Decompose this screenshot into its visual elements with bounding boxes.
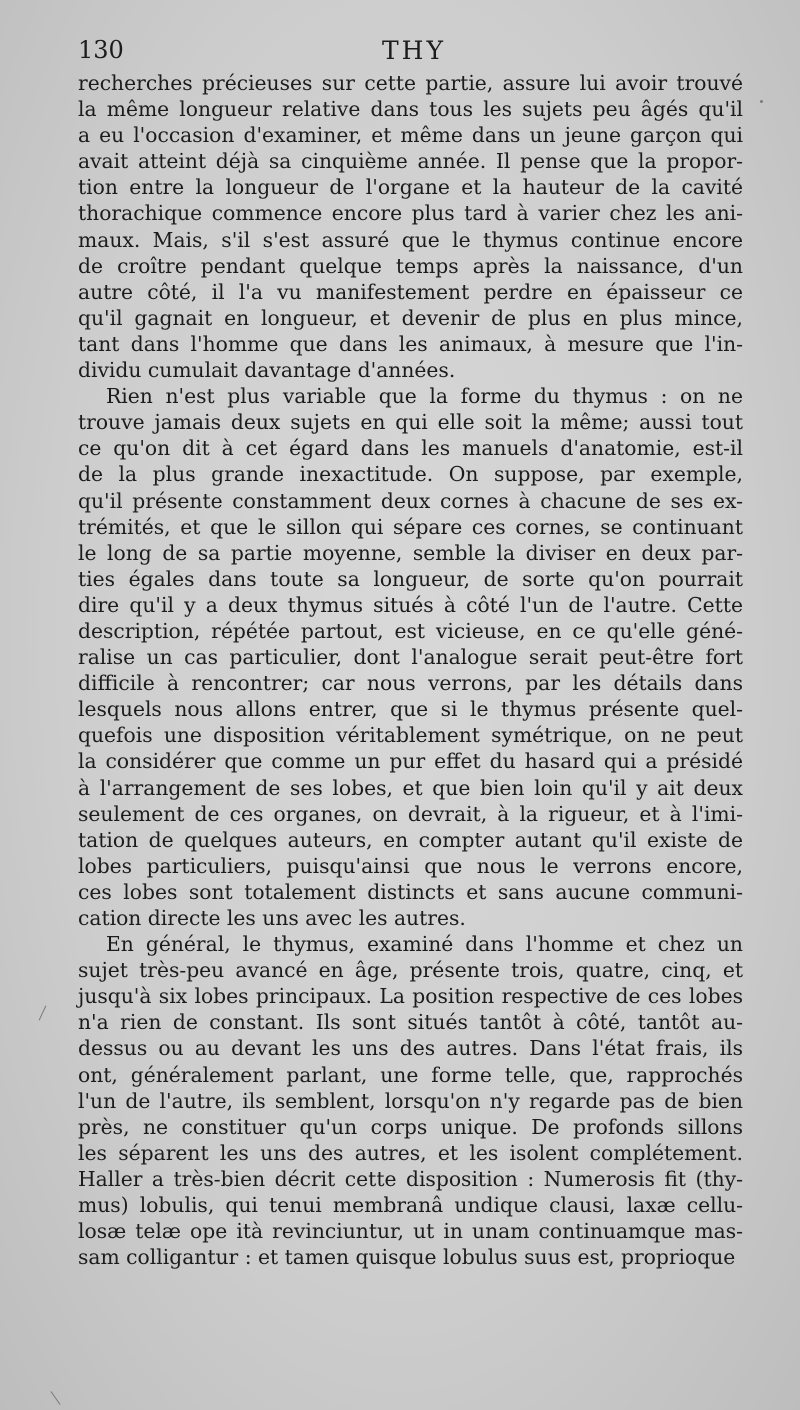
- text-line: dividu cumulait davantage d'années.: [78, 358, 456, 383]
- text-line: de la plus grande inexactitude. On suppose, par exemple,: [78, 462, 743, 487]
- text-line: tation de quelques auteurs, en compter autant qu'il existe de: [78, 827, 743, 852]
- text-line: jusqu'à six lobes principaux. La position respective de ces lobes: [78, 984, 743, 1009]
- text-line: dessus ou au devant les uns des autres. Dans l'état frais, ils: [78, 1036, 743, 1061]
- text-line: ralise un cas particulier, dont l'analogue serait peut-être fort: [78, 645, 743, 670]
- text-line: thorachique commence encore plus tard à varier chez les ani-: [78, 201, 743, 226]
- text-line: maux. Mais, s'il s'est assuré que le thymus continue encore: [78, 227, 743, 252]
- text-line: seulement de ces organes, on devrait, à la rigueur, et à l'imi-: [78, 801, 743, 826]
- text-line: ces lobes sont totalement distincts et sans aucune communi-: [78, 879, 743, 904]
- text-line: ties égales dans toute sa longueur, de sorte qu'on pourrait: [78, 566, 743, 591]
- text-line: la même longueur relative dans tous les sujets peu âgés qu'il: [78, 97, 743, 122]
- page-header: [78, 36, 750, 68]
- text-line: les séparent les uns des autres, et les isolent complétement.: [78, 1140, 743, 1165]
- text-line: de croître pendant quelque temps après la naissance, d'un: [78, 253, 743, 278]
- text-line: qu'il présente constamment deux cornes à chacune de ses ex-: [78, 488, 743, 513]
- body-text: [78, 70, 743, 1270]
- text-line: sujet très-peu avancé en âge, présente trois, quatre, cinq, et: [78, 958, 743, 983]
- speck-mark: [760, 100, 763, 103]
- text-line: l'un de l'autre, ils semblent, lorsqu'on n'y regarde pas de bien: [78, 1088, 743, 1113]
- page-number: 130: [78, 36, 124, 64]
- text-line: a eu l'occasion d'examiner, et même dans un jeune garçon qui: [78, 123, 743, 148]
- speck-mark: [39, 1006, 47, 1021]
- text-line: ont, généralement parlant, une forme telle, que, rapprochés: [78, 1062, 743, 1087]
- text-line: tion entre la longueur de l'organe et la hauteur de la cavité: [78, 175, 743, 200]
- text-line: avait atteint déjà sa cinquième année. Il pense que la propor-: [78, 149, 743, 174]
- text-line: difficile à rencontrer; car nous verrons, par les détails dans: [78, 671, 743, 696]
- text-line: En général, le thymus, examiné dans l'homme et chez un: [106, 932, 743, 957]
- text-line: sam colligantur : et tamen quisque lobulus suus est, proprioque: [78, 1245, 736, 1270]
- text-line: recherches précieuses sur cette partie, assure lui avoir trouvé: [78, 71, 743, 95]
- text-line: autre côté, il l'a vu manifestement perdre en épaisseur ce: [78, 279, 743, 304]
- text-line: lesquels nous allons entrer, que si le thymus présente quel-: [78, 697, 743, 722]
- text-line: Haller a très-bien décrit cette disposition : Numerosis fit (thy-: [78, 1166, 743, 1191]
- text-line: n'a rien de constant. Ils sont situés tantôt à côté, tantôt au-: [78, 1010, 743, 1035]
- text-line: tant dans l'homme que dans les animaux, à mesure que l'in-: [78, 331, 743, 356]
- text-line: dire qu'il y a deux thymus situés à côté l'un de l'autre. Cette: [78, 592, 743, 617]
- text-line: près, ne constituer qu'un corps unique. De profonds sillons: [78, 1114, 743, 1139]
- text-line: la considérer que comme un pur effet du hasard qui a présidé: [78, 749, 743, 774]
- text-line: losæ telæ ope ità revinciuntur, ut in unam continuamque mas-: [78, 1219, 743, 1244]
- text-line: Rien n'est plus variable que la forme du thymus : on ne: [106, 384, 743, 409]
- text-line: le long de sa partie moyenne, semble la diviser en deux par-: [78, 540, 743, 565]
- text-line: quefois une disposition véritablement symétrique, on ne peut: [78, 723, 743, 748]
- text-line: description, répétée partout, est vicieuse, en ce qu'elle géné-: [78, 618, 743, 643]
- text-line: à l'arrangement de ses lobes, et que bien loin qu'il y ait deux: [78, 775, 743, 800]
- text-line: trouve jamais deux sujets en qui elle soit la même; aussi tout: [78, 410, 743, 435]
- paragraph: [78, 931, 743, 1270]
- paragraph: [78, 383, 743, 931]
- text-line: cation directe les uns avec les autres.: [78, 906, 466, 930]
- text-line: mus) lobulis, qui tenui membranâ undique clausi, laxæ cellu-: [78, 1193, 743, 1218]
- running-head: THY: [382, 36, 446, 65]
- text-line: lobes particuliers, puisqu'ainsi que nous le verrons encore,: [78, 853, 743, 878]
- paragraph: [78, 70, 743, 383]
- speck-mark: [51, 1391, 61, 1405]
- text-line: qu'il gagnait en longueur, et devenir de plus en plus mince,: [78, 305, 743, 330]
- text-line: trémités, et que le sillon qui sépare ces cornes, se continuant: [78, 514, 743, 539]
- text-line: ce qu'on dit à cet égard dans les manuels d'anatomie, est-il: [78, 436, 743, 461]
